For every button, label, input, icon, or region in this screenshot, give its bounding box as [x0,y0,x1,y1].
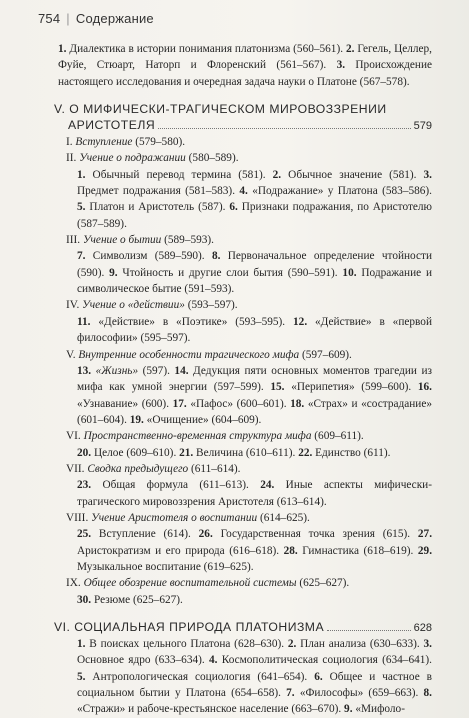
subsection-number: V. [66,348,79,361]
section-5-title-line2: АРИСТОТЕЛЯ [68,118,156,133]
subsection-title: Вступление [75,136,133,149]
section-5-page: 579 [413,120,432,133]
intro-paragraph [58,41,432,90]
subsection-number: I. [66,136,76,149]
subsection-range: (611–614). [188,462,241,475]
subsection-number: VII. [66,462,88,475]
dot-leader [327,630,411,631]
subsection-range: (593–597). [184,299,238,312]
header-separator: | [66,11,70,26]
dot-leader [158,128,410,129]
subsection-range: (597–609). [299,348,352,361]
subsection-items: 1. Обычный перевод термина (581). 2. Обычное значение (581). 3. Предмет подражания (581–583). 4. «Подражание» у Платона (583–586). 5. Платон и Аристотель (587). 6. Признаки подражания, по Аристотелю (587–589). [77,168,432,230]
subsection-heading [58,232,432,248]
subsection-title: Учение о «действии» [82,299,185,312]
subsection-heading [58,134,432,150]
item-number: 3. [336,59,346,72]
subsection-heading [58,150,432,166]
subsection-number: II. [66,152,80,165]
subsection-number: VI. [66,430,84,443]
subsection-range: (625–627). [296,577,350,590]
subsection-items: 23. Общая формула (611–613). 24. Иные аспекты мифически-трагического мировоззрения Аристотеля (613–614). [77,479,432,508]
subsection-title: Внутренние особенности трагического мифа [78,348,300,361]
subsection-number: IV. [66,299,83,312]
section-6-title: VI. СОЦИАЛЬНАЯ ПРИРОДА ПЛАТОНИЗМА [54,620,325,634]
item-number: 1. [58,43,67,55]
subsection-number: III. [66,234,83,247]
subsection-title: Общее обозрение воспитательной системы [83,577,297,590]
subsection-range: (589–593). [161,234,215,247]
subsection-items: 7. Символизм (589–590). 8. Первоначальное определение чтойности (590). 9. Чтойность и другие слои бытия (590–591). 10. Подражание и символическое бытие (591–593). [77,250,432,296]
subsection-items: 30. Резюме (625–627). [77,593,183,606]
subsection-range: (609–611). [311,430,364,443]
subsection-title: Пространственно-временная структура мифа [83,430,312,443]
subsection-title: Учение Аристотеля о воспитании [91,511,258,524]
subsection-range: (579–580). [132,136,186,149]
subsection-number: IX. [66,577,84,590]
section-6-items: 1. В поисках цельного Платона (628–630). 2. План анализа (630–633). 3. Основное ядро (633–634). 4. Космополитическая социология (634–641). 5. Антропологическая социология (641–654). 6. Общее и частное в социальном бытии у Платона (654–658). 7. «Философы» (659–663). 8. «Стражи» и рабоче-крестьянское население (663–670). 9. «Мифоло- [77,638,432,716]
subsection-number: VIII. [66,511,92,524]
section-5-subsections [58,134,432,608]
subsection-title: Учение о подражании [79,152,186,165]
header-title: Содержание [75,11,154,26]
subsection-items: 11. «Действие» в «Поэтике» (593–595). 12. «Действие» в «первой философии» (595–597). [77,315,432,345]
subsection-heading [58,297,432,313]
section-6-heading [54,619,432,636]
section-5-title-line1: V. О МИФИЧЕСКИ-ТРАГИЧЕСКОМ МИРОВОЗЗРЕНИИ [54,102,387,117]
subsection-heading [58,575,432,591]
subsection-items: 25. Вступление (614). 26. Государственная точка зрения (615). 27. Аристократизм и его природа (616–618). 28. Гимнастика (618–619). 29. Музыкальное воспитание (619–625). [77,528,433,573]
item-text: Происхождение настоящего исследования и очередная задача науки о Платоне (567–578). [58,59,433,88]
subsection-range: (614–625). [257,511,310,524]
item-text: Гегель, Целлер, Фуйе, Стюарт, Наторп и Флоренский (561–567). [58,43,433,72]
item-number: 2. [345,43,355,55]
subsection-range: (580–589). [185,152,239,165]
subsection-title: Сводка предыдущего [87,462,189,475]
subsection-items: 20. Целое (609–610). 21. Величина (610–611). 22. Единство (611). [77,446,391,459]
subsection-heading [58,461,432,477]
subsection-title: Учение о бытии [82,234,162,247]
item-text: Диалектика в истории понимания платонизма (560–561). [66,43,346,55]
running-head [38,11,154,26]
page-number: 754 [38,11,61,26]
toc-content [54,41,433,718]
subsection-items: 13. «Жизнь» (597). 14. Дедукция пяти основных моментов трагедии из мифа как умной энергии (597–599). 15. «Перипетия» (599–600). 16. «Узнавание» (600). 17. «Пафос» (600–601). 18. «Страх» и «сострадание» (601–604). 19. «Очищение» (604–609). [77,364,432,426]
section-6-page: 628 [413,622,432,634]
subsection-heading [58,510,432,526]
section-5-heading [54,101,432,134]
subsection-heading [58,428,432,444]
subsection-heading [58,347,432,363]
